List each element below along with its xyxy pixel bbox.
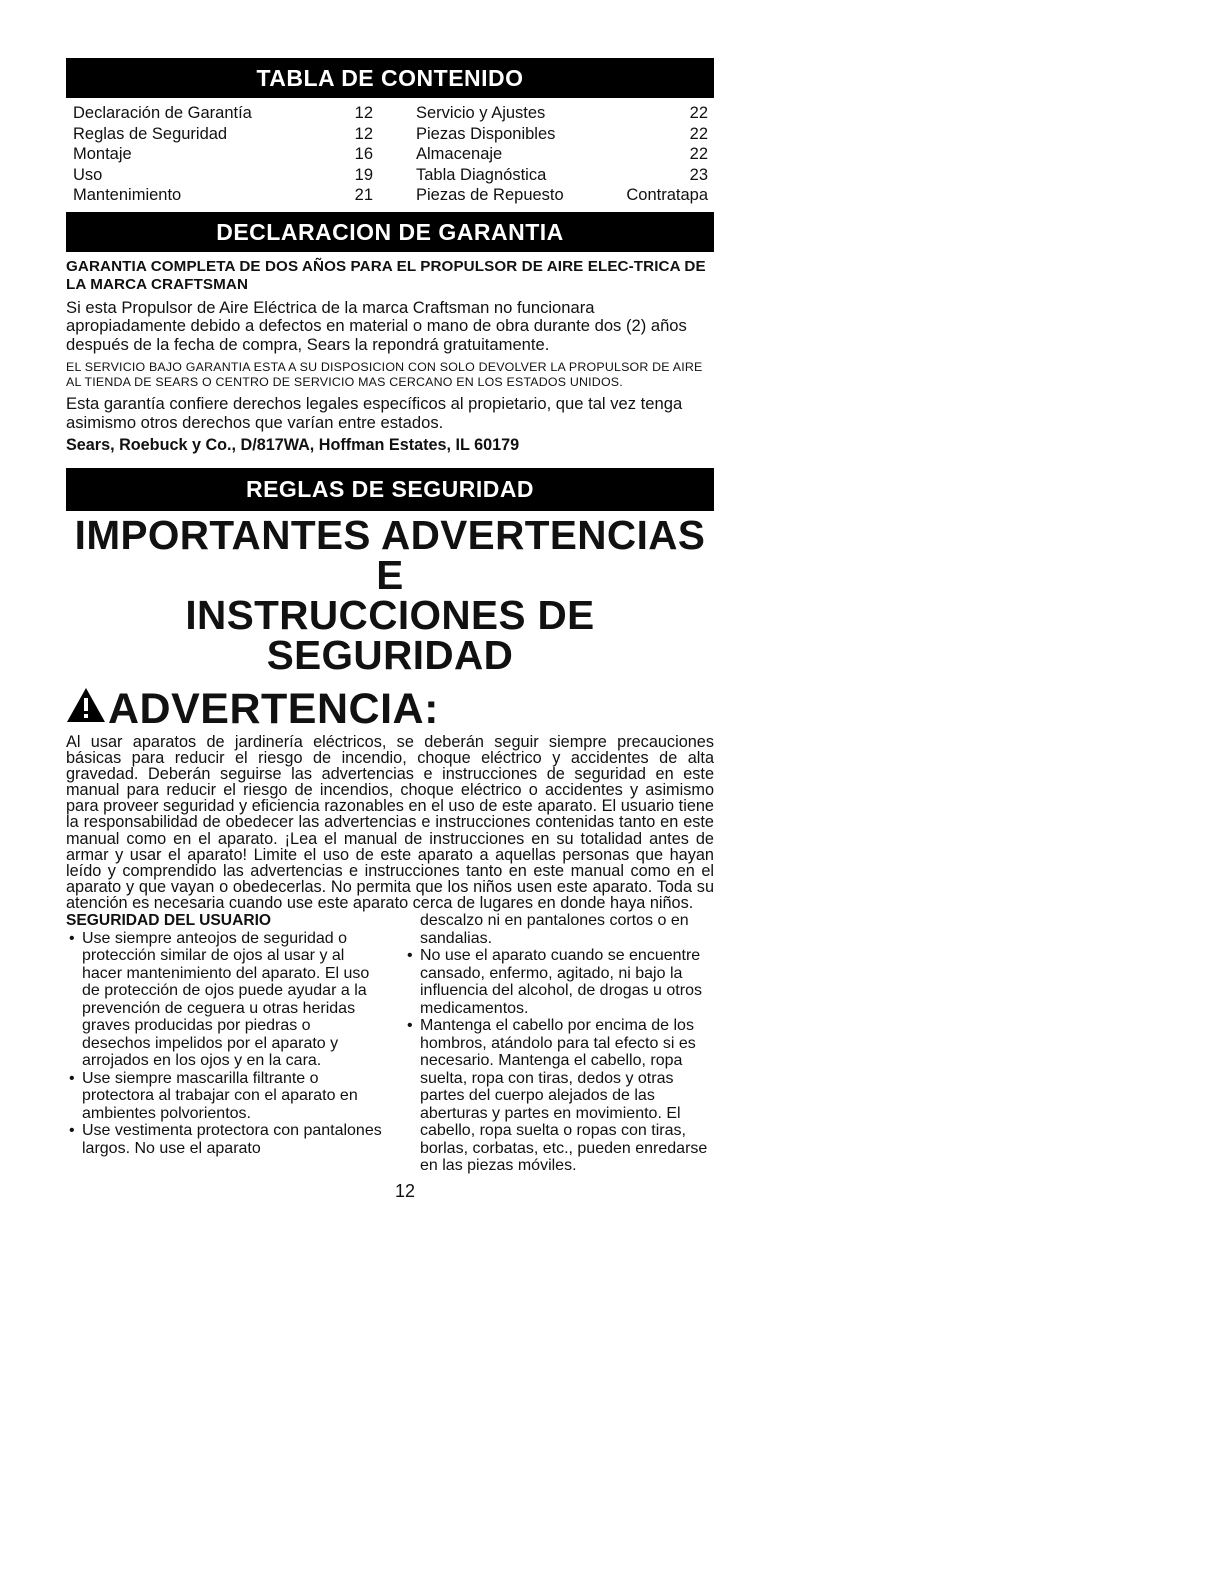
toc-label: Servicio y Ajustes xyxy=(416,104,546,122)
toc-entry xyxy=(73,103,373,124)
toc-page: 23 xyxy=(689,165,708,184)
left-column xyxy=(66,912,382,1175)
page-number: 12 xyxy=(394,1180,416,1201)
list-item: • Use siempre mascarilla filtrante o protectora al trabajar con el aparato en ambientes polvorientos. xyxy=(66,1070,382,1123)
toc-entry xyxy=(416,185,708,206)
toc-label: Mantenimiento xyxy=(73,186,182,204)
toc-banner: TABLA DE CONTENIDO xyxy=(66,58,714,98)
table-of-contents xyxy=(66,98,714,212)
toc-label: Piezas Disponibles xyxy=(416,124,556,143)
toc-page: 22 xyxy=(689,124,708,143)
toc-page: 19 xyxy=(354,165,373,184)
list-item: • No use el aparato cuando se encuentre cansado, enfermo, agitado, ni bajo la influencia del alcohol, de drogas u otros medicamentos. xyxy=(404,947,714,1017)
toc-page: 12 xyxy=(354,104,373,122)
sears-address: Sears, Roebuck y Co., D/817WA, Hoffman Estates, IL 60179 xyxy=(66,436,520,454)
toc-entry xyxy=(73,165,373,186)
safety-headline-line2: INSTRUCCIONES DE SEGURIDAD xyxy=(185,592,595,678)
safety-headline xyxy=(66,512,714,678)
toc-entry xyxy=(73,144,373,165)
toc-left-column xyxy=(73,103,373,206)
manual-page xyxy=(66,58,714,1202)
toc-page: Contratapa xyxy=(626,186,708,204)
toc-label: Declaración de Garantía xyxy=(73,104,252,122)
toc-page: 21 xyxy=(354,186,373,204)
right-column xyxy=(404,912,714,1175)
toc-page: 22 xyxy=(689,145,708,163)
toc-entry xyxy=(416,103,708,124)
toc-page: 22 xyxy=(689,104,708,122)
safety-intro-paragraph: Al usar aparatos de jardinería eléctricos, se deberán seguir siempre precauciones básicas para reducir el riesgo de incendio, choque eléctrico y accidentes de alta gravedad. Deberán seguirse las advertencias e instrucciones de seguridad en este manual para reducir el riesgo de incendios, choque eléctrico o accidentes y asimismo para proveer seguridad y eficiencia razonables en el uso de este aparato. El usuario tiene la responsabilidad de obedecer las advertencias e instrucciones contenidas tanto en este manual como en el aparato. ¡Lea el manual de instrucciones en su totalidad antes de armar y usar el aparato! Limite el uso de este aparato a aquellas personas que hayan leído y comprendido las advertencias e instrucciones tanto en este manual como en el aparato y que vayan o obedecerlas. No permita que los niños usen este aparato. Toda su atención es necesaria cuando use este aparato cerca de lugares en donde haya niños. xyxy=(66,733,714,912)
toc-entry xyxy=(73,124,373,145)
toc-entry xyxy=(416,124,708,145)
toc-page: 16 xyxy=(354,145,373,163)
warranty-paragraph: Si esta Propulsor de Aire Eléctrica de la marca Craftsman no funcionara apropiadamente debido a defectos en material o mano de obra durante dos (2) años después de la fecha de compra, Sears la repondrá gratuitamente. xyxy=(66,297,687,354)
toc-label: Montaje xyxy=(73,145,132,163)
list-item: • Use vestimenta protectora con pantalones largos. No use el aparato xyxy=(66,1122,382,1157)
toc-entry xyxy=(416,144,708,165)
toc-label: Tabla Diagnóstica xyxy=(416,165,547,184)
warning-heading xyxy=(66,682,714,736)
warning-label: ADVERTENCIA: xyxy=(108,685,439,733)
toc-label: Piezas de Repuesto xyxy=(416,186,564,204)
list-item: • Mantenga el cabello por encima de los hombros, atándolo para tal efecto si es necesario. Mantenga el cabello, ropa suelta, ropa con tiras, dedos y otras partes del cuerpo alejados de las aberturas y partes en movimiento. El cabello, ropa suelta o ropas con tiras, borlas, corbatas, etc., pueden enredarse en las piezas móviles. xyxy=(404,1017,714,1175)
toc-label: Uso xyxy=(73,165,103,184)
user-safety-heading: SEGURIDAD DEL USUARIO xyxy=(66,912,272,930)
toc-entry xyxy=(416,165,708,186)
warranty-heading: GARANTIA COMPLETA DE DOS AÑOS PARA EL PROPULSOR DE AIRE ELEC-TRICA DE LA MARCA CRAFTSMAN xyxy=(66,257,706,293)
list-item-continuation: descalzo ni en pantalones cortos o en sandalias. xyxy=(420,912,689,947)
warranty-service-notice: EL SERVICIO BAJO GARANTIA ESTA A SU DISPOSICION CON SOLO DEVOLVER LA PROPULSOR DE AIRE AL TIENDA DE SEARS O CENTRO DE SERVICIO MAS CERCANO EN LOS ESTADOS UNIDOS. xyxy=(66,360,703,389)
toc-entry xyxy=(73,185,373,206)
user-safety-columns xyxy=(66,912,714,1175)
toc-label: Reglas de Seguridad xyxy=(73,124,228,143)
safety-banner: REGLAS DE SEGURIDAD xyxy=(66,468,714,511)
safety-headline-line1: IMPORTANTES ADVERTENCIAS E xyxy=(74,512,706,598)
warranty-banner: DECLARACION DE GARANTIA xyxy=(66,212,714,252)
toc-page: 12 xyxy=(354,124,373,143)
toc-right-column xyxy=(416,103,708,206)
warning-triangle-icon xyxy=(66,687,106,723)
toc-label: Almacenaje xyxy=(416,145,503,163)
warranty-rights-paragraph: Esta garantía confiere derechos legales específicos al propietario, que tal vez tenga asimismo otros derechos que varían entre estados. xyxy=(66,394,683,432)
list-item: • Use siempre anteojos de seguridad o protección similar de ojos al usar y al hacer mantenimiento del aparato. El uso de protección de ojos puede ayudar a la prevención de ceguera u otras heridas graves producidas por piedras o desechos impelidos por el aparato y arrojados en los ojos y en la cara. xyxy=(66,930,382,1070)
